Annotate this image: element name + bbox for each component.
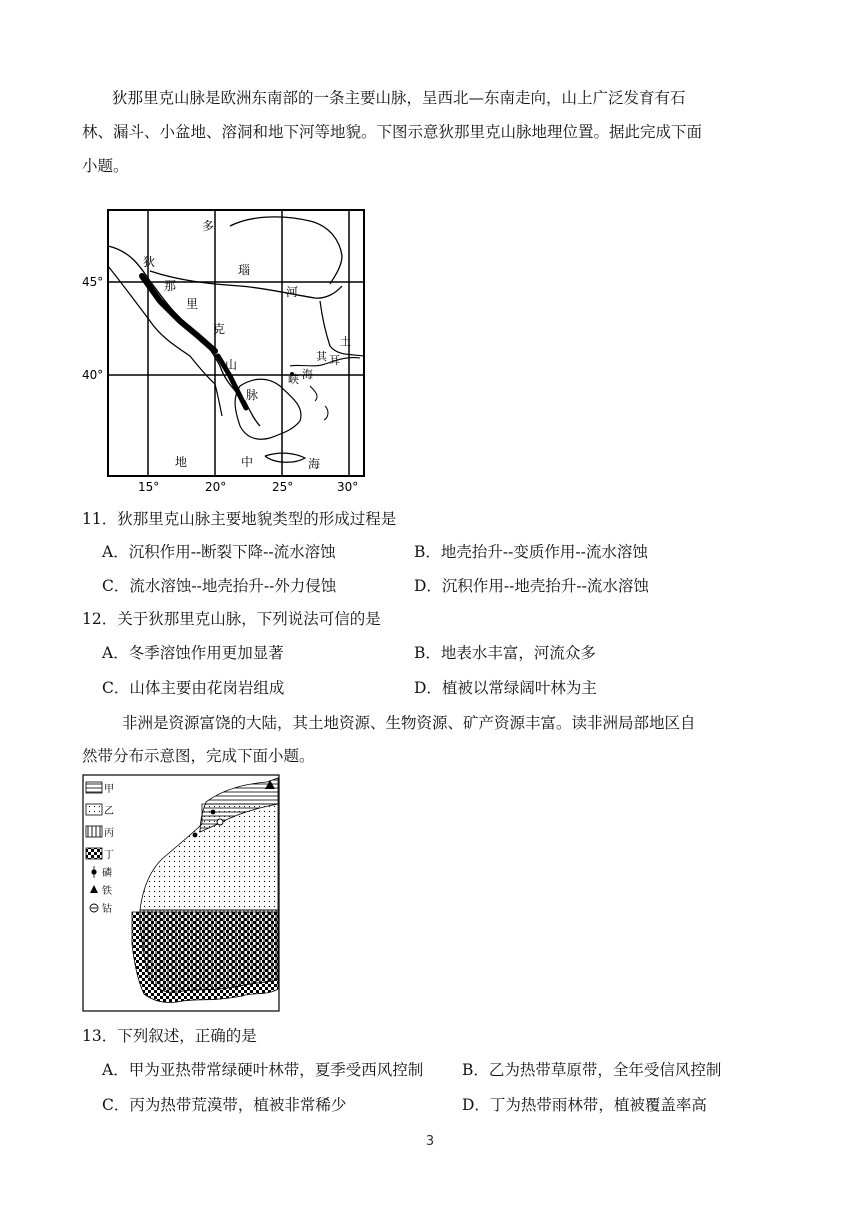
lon-label-25: 25° [272, 480, 294, 494]
lon-label-15: 15° [138, 480, 160, 494]
q13-option-d: D．丁为热带雨林带，植被覆盖率高 [462, 1096, 707, 1114]
intro-paragraph-2-line-1: 非洲是资源富饶的大陆，其土地资源、生物资源、矿产资源丰富。读非洲局部地区自 [122, 714, 696, 732]
q11-stem: 11．狄那里克山脉主要地貌类型的形成过程是 [82, 510, 397, 528]
q13-stem: 13．下列叙述，正确的是 [82, 1027, 257, 1045]
label-med-di: 地 [175, 455, 188, 469]
lon-label-30: 30° [337, 480, 359, 494]
label-nao: 瑙 [238, 263, 251, 277]
label-med-zhong: 中 [241, 455, 254, 469]
legend-jia: 甲 [104, 784, 114, 795]
label-er: 耳 [329, 354, 340, 367]
label-li: 里 [186, 297, 199, 311]
dinaric-alps-map [80, 206, 380, 496]
africa-natural-zones-map [82, 774, 282, 1014]
intro-paragraph-1-line-3: 小题。 [82, 157, 129, 175]
q12-option-d: D．植被以常绿阔叶林为主 [414, 679, 597, 697]
lon-label-20: 20° [205, 480, 227, 494]
label-di: 狄 [143, 255, 156, 269]
q12-option-c: C．山体主要由花岗岩组成 [102, 679, 285, 697]
q11-option-d: D．沉积作用--地壳抬升--流水溶蚀 [414, 577, 649, 595]
intro-paragraph-2-line-2: 然带分布示意图，完成下面小题。 [82, 747, 315, 765]
q13-option-b: B．乙为热带草原带，全年受信风控制 [462, 1061, 722, 1079]
page-number: 3 [425, 1134, 435, 1149]
label-shan: 山 [225, 358, 238, 372]
label-qi: 其 [316, 350, 327, 363]
label-tu: 土 [340, 335, 351, 348]
q13-option-a: A．甲为亚热带常绿硬叶林带，夏季受西风控制 [102, 1061, 424, 1079]
label-med-hai: 海 [308, 457, 321, 471]
label-he: 河 [286, 285, 299, 299]
q12-option-a: A．冬季溶蚀作用更加显著 [102, 644, 284, 662]
label-xia: 峡 [288, 373, 299, 386]
q11-option-c: C．流水溶蚀--地壳抬升--外力侵蚀 [102, 577, 337, 595]
label-mai: 脉 [246, 388, 259, 402]
intro-paragraph-1-line-1: 狄那里克山脉是欧洲东南部的一条主要山脉，呈西北—东南走向，山上广泛发育有石 [112, 89, 686, 107]
q13-option-c: C．丙为热带荒漠带，植被非常稀少 [102, 1096, 347, 1114]
label-ke: 克 [213, 322, 226, 336]
label-duo: 多 [202, 219, 215, 233]
q11-option-a: A．沉积作用--断裂下降--流水溶蚀 [102, 543, 336, 561]
legend-cobalt: 钴 [102, 904, 112, 915]
q11-option-b: B．地壳抬升--变质作用--流水溶蚀 [414, 543, 648, 561]
legend-iron: 铁 [102, 886, 112, 897]
label-na: 那 [164, 279, 177, 293]
legend-yi: 乙 [104, 806, 114, 817]
legend-ding: 丁 [104, 850, 114, 861]
q12-option-b: B．地表水丰富，河流众多 [414, 644, 596, 662]
q12-stem: 12．关于狄那里克山脉，下列说法可信的是 [82, 610, 381, 628]
lat-label-45: 45° [82, 275, 104, 289]
label-strait-hai: 海 [302, 368, 313, 381]
legend-phosphorus: 磷 [102, 868, 112, 879]
legend-bing: 丙 [104, 828, 114, 839]
intro-paragraph-1-line-2: 林、漏斗、小盆地、溶洞和地下河等地貌。下图示意狄那里克山脉地理位置。据此完成下面 [82, 123, 703, 141]
lat-label-40: 40° [82, 368, 104, 382]
